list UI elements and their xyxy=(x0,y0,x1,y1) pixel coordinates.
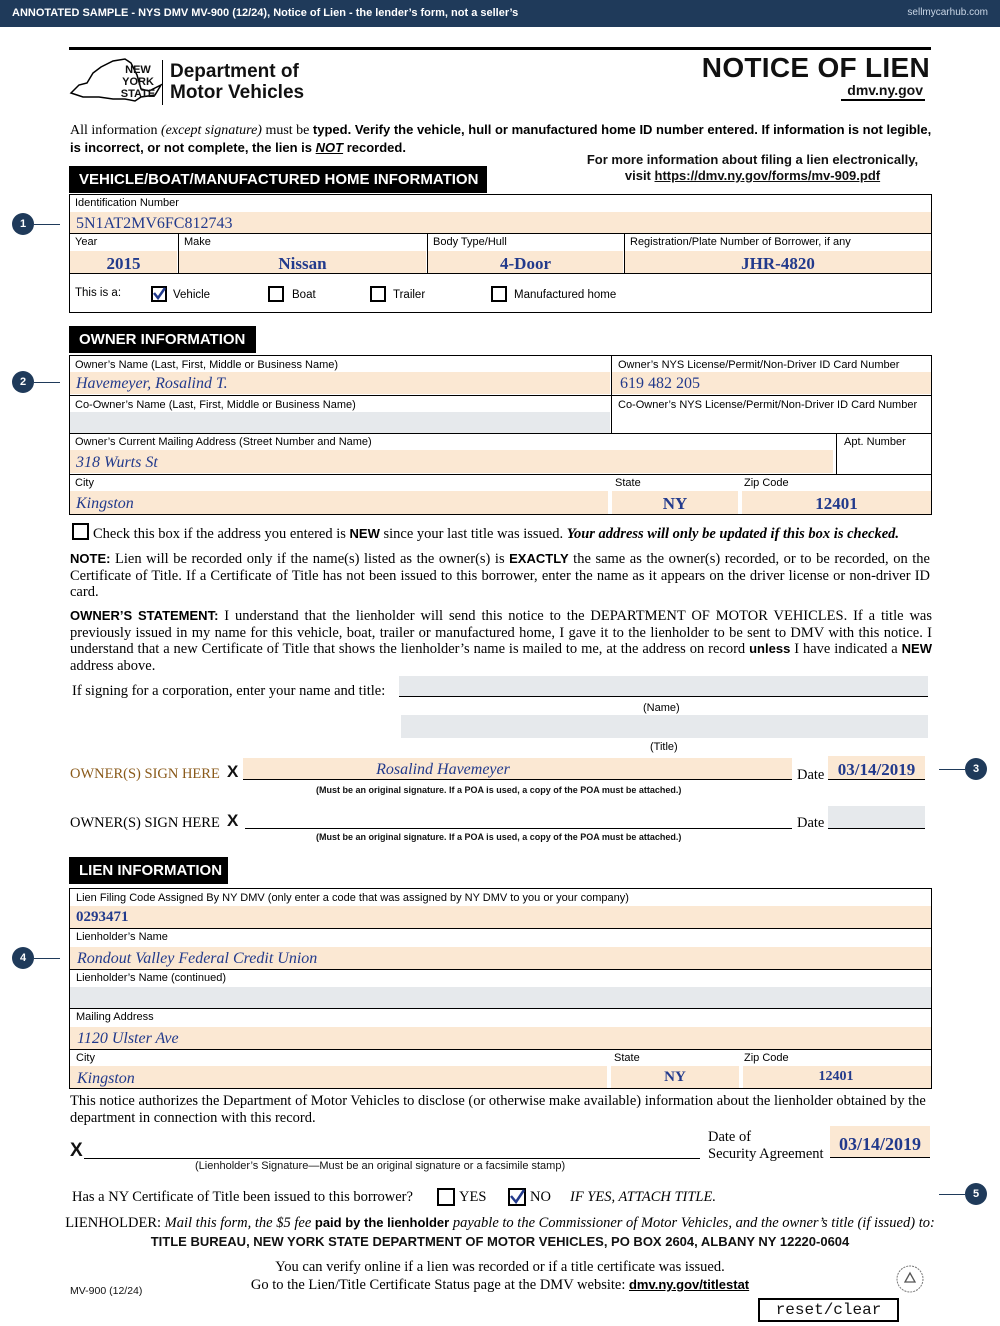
vehicle-label: Vehicle xyxy=(173,289,211,301)
banner-site: sellmycarhub.com xyxy=(907,7,988,18)
owner-name-value: Havemeyer, Rosalind T. xyxy=(76,375,228,392)
manufactured-home-label: Manufactured home xyxy=(514,289,617,301)
title-no-checkbox[interactable] xyxy=(508,1188,526,1206)
lien-mail-value: 1120 Ulster Ave xyxy=(77,1030,179,1047)
lienholder-name-label: Lienholder’s Name xyxy=(76,931,168,943)
id-number-label: Identification Number xyxy=(75,197,179,209)
signature-note-1: (Must be an original signature. If a POA is used, a copy of the POA must be attached.) xyxy=(316,785,682,795)
this-is-a-label: This is a: xyxy=(75,287,122,299)
corporation-name-field[interactable] xyxy=(399,676,928,697)
lienholder-name2-field[interactable] xyxy=(70,987,931,1008)
body-type-label: Body Type/Hull xyxy=(433,236,507,248)
name-caption: (Name) xyxy=(643,702,680,714)
divider xyxy=(836,433,837,474)
make-value: Nissan xyxy=(278,254,327,273)
dmv-logo-text: Department of Motor Vehicles xyxy=(170,61,305,103)
coowner-name-field[interactable] xyxy=(70,412,610,433)
lien-mail-field[interactable] xyxy=(70,1027,931,1049)
lienholder-signature-field[interactable] xyxy=(84,1158,700,1159)
make-label: Make xyxy=(184,236,211,248)
lien-section-header: LIEN INFORMATION xyxy=(69,857,228,884)
sign-x-mark-1: X xyxy=(227,762,239,781)
callout-3: 3 xyxy=(965,758,987,780)
lienholder-x-mark: X xyxy=(70,1140,83,1161)
owner-section-header: OWNER INFORMATION xyxy=(69,326,256,353)
title-yes-checkbox[interactable] xyxy=(437,1188,455,1206)
divider xyxy=(69,1049,932,1050)
divider xyxy=(69,474,932,475)
address-label: Owner’s Current Mailing Address (Street Number and Name) xyxy=(75,436,372,448)
callout-1: 1 xyxy=(12,213,34,235)
lien-mail-label: Mailing Address xyxy=(76,1011,154,1023)
title-yes-label: YES xyxy=(459,1189,487,1205)
divider xyxy=(69,433,932,434)
callout-line-5 xyxy=(939,1194,965,1195)
apt-label: Apt. Number xyxy=(844,436,906,448)
owner-date-field-2[interactable] xyxy=(828,806,925,829)
sign-x-mark-2: X xyxy=(227,811,239,830)
city-label: City xyxy=(75,477,94,489)
owner-sign-label-2: OWNER(S) SIGN HERE xyxy=(70,815,220,831)
corporation-title-field[interactable] xyxy=(401,715,928,738)
new-address-checkbox[interactable] xyxy=(72,523,89,540)
annotation-banner xyxy=(0,0,1000,27)
signature-note-2: (Must be an original signature. If a POA is used, a copy of the POA must be attached.) xyxy=(316,832,682,842)
lienholder-instructions: LIENHOLDER: Mail this form, the $5 fee paid by the lienholder payable to the Commissioner of Motor Vehicles, and the owner’s title (if issued) to: xyxy=(65,1215,935,1231)
city-value: Kingston xyxy=(76,495,134,512)
logo-divider xyxy=(162,60,163,105)
banner-title: ANNOTATED SAMPLE - NYS DMV MV-900 (12/24), Notice of Lien - the lender’s form, not a seller’s xyxy=(12,7,519,19)
divider xyxy=(69,969,932,970)
body-type-value: 4-Door xyxy=(500,254,551,273)
checkmark-icon xyxy=(151,286,167,302)
owner-statement-text: OWNER’S STATEMENT: I understand that the lienholder will send this notice to the DEPARTMENT OF MOTOR VEHICLES. If a title was previously issued in my name for this vehicle, boat, trailer or manufactured home, I gave it to the lienholder to be sent to DMV with this notice. I understand that a new Certificate of Title that shows the lienholder’s name is mailed to me, at the address on record unless I have indicated a NEW address above. xyxy=(70,608,933,674)
security-date-label: Date of Security Agreement xyxy=(708,1129,824,1162)
divider xyxy=(69,928,932,929)
divider xyxy=(69,273,932,274)
owner-name-label: Owner’s Name (Last, First, Middle or Business Name) xyxy=(75,359,339,371)
lienholder-name-value: Rondout Valley Federal Credit Union xyxy=(77,950,318,967)
checkmark-icon xyxy=(508,1188,526,1206)
owner-date-value-1: 03/14/2019 xyxy=(837,760,916,779)
divider xyxy=(69,1008,932,1009)
state-label: State xyxy=(615,477,641,489)
corporation-label: If signing for a corporation, enter your name and title: xyxy=(72,683,386,699)
lien-state-label: State xyxy=(614,1052,640,1064)
lien-city-label: City xyxy=(76,1052,95,1064)
reset-clear-button[interactable]: reset/clear xyxy=(758,1298,899,1322)
title-bureau-address: TITLE BUREAU, NEW YORK STATE DEPARTMENT OF MOTOR VEHICLES, PO BOX 2604, ALBANY NY 12220-0604 xyxy=(150,1234,850,1249)
owner-signature-value-1: Rosalind Havemeyer xyxy=(376,761,510,778)
note-text: NOTE: Lien will be recorded only if the name(s) listed as the owner(s) is EXACTLY the same as the owner(s) recorded, or to be recorded, on the Certificate of Title. If a Certificate of Title has not been issued to this borrower, enter the name as it appears on the driver license or non-driver ID card. xyxy=(70,551,930,600)
trailer-label: Trailer xyxy=(393,289,426,301)
callout-line-1 xyxy=(34,224,60,225)
callout-4: 4 xyxy=(12,947,34,969)
form-number: MV-900 (12/24) xyxy=(70,1285,143,1297)
manufactured-home-checkbox[interactable] xyxy=(491,286,507,302)
year-value: 2015 xyxy=(106,254,141,273)
lienholder-name2-label: Lienholder’s Name (continued) xyxy=(76,972,227,984)
verify-line-2: Go to the Lien/Title Certificate Status page at the DMV website: dmv.ny.gov/titlestat xyxy=(250,1277,750,1293)
top-rule xyxy=(69,47,931,50)
title-caption: (Title) xyxy=(650,741,678,753)
vehicle-checkbox[interactable] xyxy=(151,286,167,302)
site-underline xyxy=(841,99,925,101)
title-question: Has a NY Certificate of Title been issued to this borrower? xyxy=(72,1189,413,1205)
trailer-checkbox[interactable] xyxy=(370,286,386,302)
divider xyxy=(611,355,612,433)
zip-value: 12401 xyxy=(815,494,858,513)
title-no-label: NO xyxy=(530,1189,551,1205)
year-label: Year xyxy=(75,236,98,248)
address-field[interactable] xyxy=(70,450,833,473)
date-label-1: Date xyxy=(797,767,825,783)
verify-line-1: You can verify online if a lien was recorded or if a title certificate was issued. xyxy=(275,1259,725,1275)
efile-link[interactable]: https://dmv.ny.gov/forms/mv-909.pdf xyxy=(654,168,881,183)
new-address-text: Check this box if the address you entered is NEW since your last title was issued. Your address will only be updated if this box is checked. xyxy=(93,526,900,542)
coowner-license-label: Co-Owner’s NYS License/Permit/Non-Driver ID Card Number xyxy=(618,399,918,411)
callout-line-4 xyxy=(34,958,60,959)
city-field[interactable] xyxy=(70,491,608,514)
lien-code-label: Lien Filing Code Assigned By NY DMV (only enter a code that was assigned by NY DMV to you or your company) xyxy=(76,892,629,904)
state-value: NY xyxy=(662,494,688,513)
recycle-icon xyxy=(895,1264,925,1294)
attach-title-note: IF YES, ATTACH TITLE. xyxy=(570,1189,716,1205)
callout-line-2 xyxy=(34,382,60,383)
lienholder-signature-caption: (Lienholder’s Signature—Must be an original signature or a facsimile stamp) xyxy=(195,1160,566,1172)
efile-note: For more information about filing a lien electronically, visit https://dmv.ny.gov/forms/mv-909.pdf xyxy=(586,152,919,183)
callout-5: 5 xyxy=(965,1183,987,1205)
id-number-value: 5N1AT2MV6FC812743 xyxy=(76,215,233,232)
divider xyxy=(69,233,932,234)
coowner-name-label: Co-Owner’s Name (Last, First, Middle or Business Name) xyxy=(75,399,356,411)
zip-label: Zip Code xyxy=(744,477,789,489)
divider xyxy=(69,395,932,396)
intro-text: All information (except signature) must be typed. Verify the vehicle, hull or manufactured home ID number entered. If information is not legible, is incorrect, or not complete, the lien is NOT recorded. xyxy=(70,122,932,155)
lien-state-value: NY xyxy=(664,1069,686,1085)
authorization-text: This notice authorizes the Department of Motor Vehicles to disclose (or otherwise make available) information about the lienholder obtained by the department in connection with this record. xyxy=(70,1093,926,1126)
boat-label: Boat xyxy=(292,289,316,301)
lien-zip-label: Zip Code xyxy=(744,1052,789,1064)
dmv-site: dmv.ny.gov xyxy=(847,82,923,98)
ny-state-wordmark: NEW YORK STATE xyxy=(120,64,156,100)
address-value: 318 Wurts St xyxy=(76,454,158,471)
boat-checkbox[interactable] xyxy=(268,286,284,302)
titlestat-link[interactable]: dmv.ny.gov/titlestat xyxy=(628,1277,750,1292)
security-date-value: 03/14/2019 xyxy=(838,1134,921,1154)
plate-label: Registration/Plate Number of Borrower, if any xyxy=(630,236,851,248)
lien-zip-value: 12401 xyxy=(818,1069,854,1084)
owner-license-value: 619 482 205 xyxy=(620,375,700,392)
owner-license-label: Owner’s NYS License/Permit/Non-Driver ID Card Number xyxy=(618,359,900,371)
lien-city-value: Kingston xyxy=(77,1070,135,1087)
plate-value: JHR-4820 xyxy=(741,254,815,273)
form-title: NOTICE OF LIEN xyxy=(701,52,930,83)
vehicle-section-header: VEHICLE/BOAT/MANUFACTURED HOME INFORMATION xyxy=(69,166,487,193)
owner-sign-label-1: OWNER(S) SIGN HERE xyxy=(70,766,220,782)
date-label-2: Date xyxy=(797,815,825,831)
callout-line-3 xyxy=(939,769,965,770)
callout-2: 2 xyxy=(12,371,34,393)
lien-code-field[interactable] xyxy=(70,906,931,928)
lien-code-value: 0293471 xyxy=(76,909,129,925)
owner-signature-field-2[interactable] xyxy=(245,828,792,829)
lien-city-field[interactable] xyxy=(70,1066,607,1088)
